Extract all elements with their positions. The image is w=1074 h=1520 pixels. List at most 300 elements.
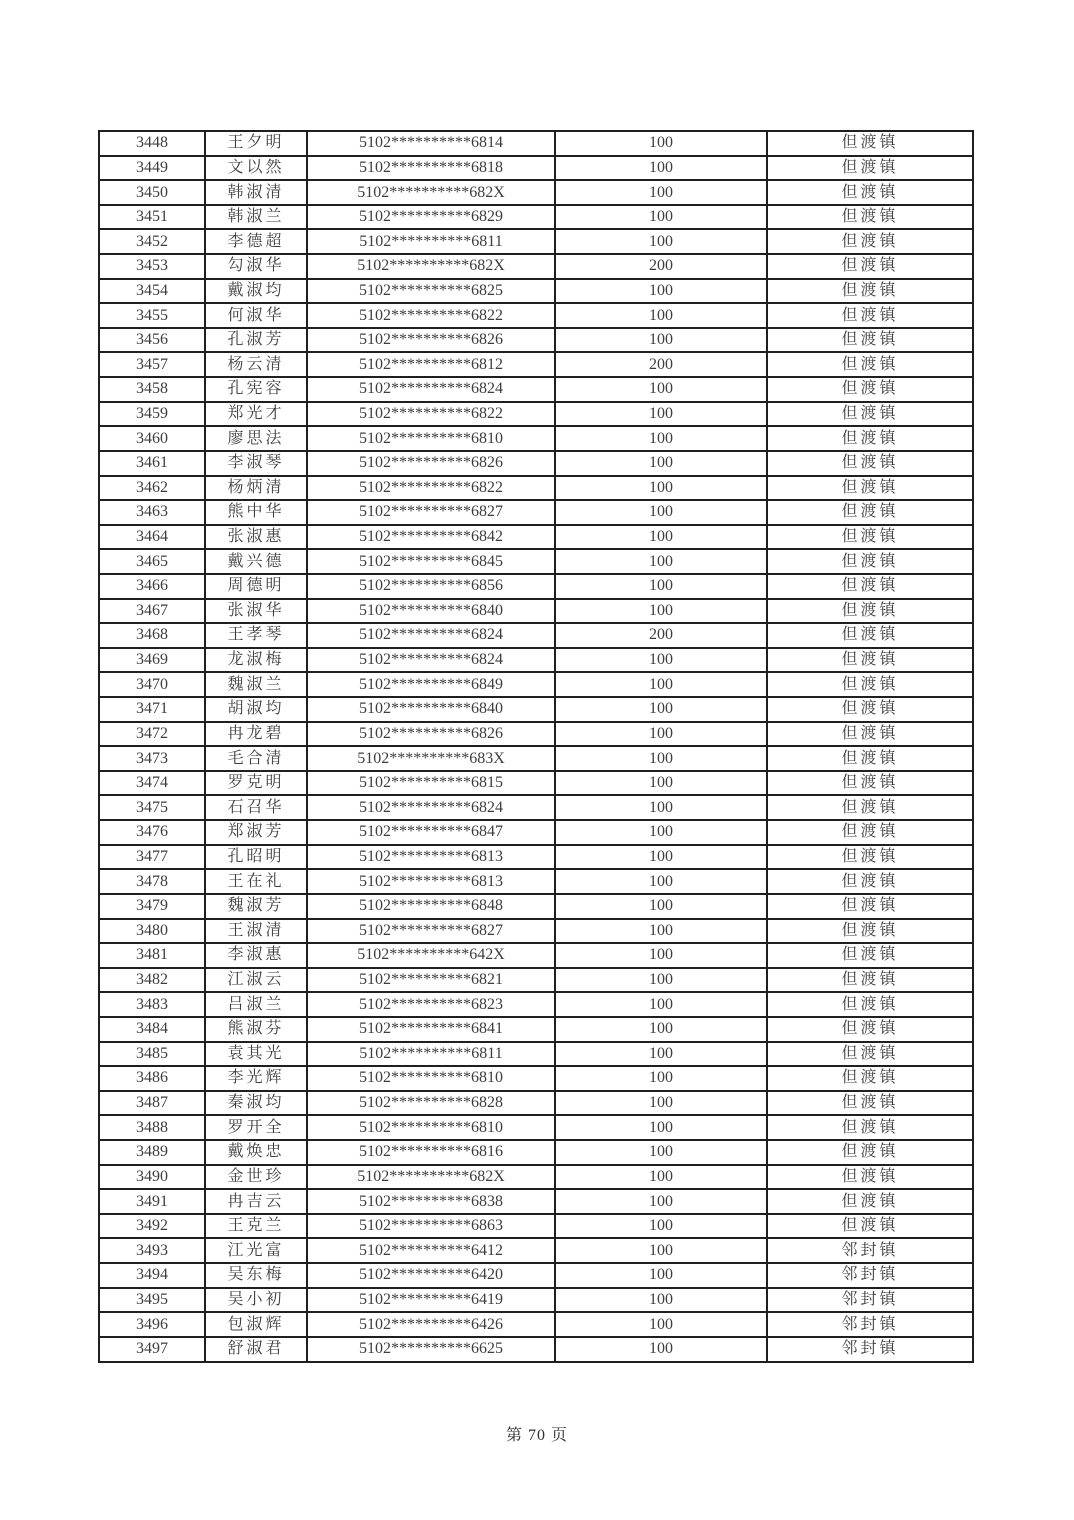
id-number-cell: 5102**********6822 bbox=[307, 303, 555, 328]
row-index-cell: 3454 bbox=[99, 279, 205, 304]
table-row bbox=[99, 352, 973, 377]
town-cell: 邻封镇 bbox=[767, 1312, 973, 1337]
name-cell: 郑淑芳 bbox=[205, 820, 307, 845]
row-index-cell: 3470 bbox=[99, 672, 205, 697]
amount-cell: 100 bbox=[555, 1042, 767, 1067]
table-row bbox=[99, 549, 973, 574]
town-cell: 但渡镇 bbox=[767, 746, 973, 771]
town-cell: 但渡镇 bbox=[767, 303, 973, 328]
table-row bbox=[99, 476, 973, 501]
amount-cell: 100 bbox=[555, 476, 767, 501]
amount-cell: 100 bbox=[555, 402, 767, 427]
row-index-cell: 3449 bbox=[99, 156, 205, 181]
row-index-cell: 3493 bbox=[99, 1238, 205, 1263]
table-row bbox=[99, 205, 973, 230]
table-row bbox=[99, 131, 973, 156]
table-row bbox=[99, 1288, 973, 1313]
id-number-cell: 5102**********6847 bbox=[307, 820, 555, 845]
name-cell: 孔淑芳 bbox=[205, 328, 307, 353]
amount-cell: 100 bbox=[555, 279, 767, 304]
id-number-cell: 5102**********682X bbox=[307, 180, 555, 205]
id-number-cell: 5102**********6815 bbox=[307, 771, 555, 796]
id-number-cell: 5102**********6824 bbox=[307, 648, 555, 673]
table-row bbox=[99, 377, 973, 402]
name-cell: 戴淑均 bbox=[205, 279, 307, 304]
name-cell: 周德明 bbox=[205, 574, 307, 599]
table-row bbox=[99, 1042, 973, 1067]
name-cell: 金世珍 bbox=[205, 1165, 307, 1190]
table-row bbox=[99, 992, 973, 1017]
town-cell: 但渡镇 bbox=[767, 943, 973, 968]
page-number: 第 70 页 bbox=[505, 1427, 568, 1444]
name-cell: 孔宪容 bbox=[205, 377, 307, 402]
table-row bbox=[99, 623, 973, 648]
name-cell: 李淑琴 bbox=[205, 451, 307, 476]
table-row bbox=[99, 1140, 973, 1165]
row-index-cell: 3476 bbox=[99, 820, 205, 845]
table-row bbox=[99, 254, 973, 279]
amount-cell: 100 bbox=[555, 992, 767, 1017]
id-number-cell: 5102**********6863 bbox=[307, 1214, 555, 1239]
table-row bbox=[99, 648, 973, 673]
table-row bbox=[99, 697, 973, 722]
town-cell: 但渡镇 bbox=[767, 254, 973, 279]
table-row bbox=[99, 279, 973, 304]
amount-cell: 100 bbox=[555, 845, 767, 870]
row-index-cell: 3464 bbox=[99, 525, 205, 550]
row-index-cell: 3463 bbox=[99, 500, 205, 525]
id-number-cell: 5102**********6818 bbox=[307, 156, 555, 181]
town-cell: 但渡镇 bbox=[767, 1214, 973, 1239]
name-cell: 冉龙碧 bbox=[205, 722, 307, 747]
row-index-cell: 3450 bbox=[99, 180, 205, 205]
name-cell: 王在礼 bbox=[205, 869, 307, 894]
id-number-cell: 5102**********6625 bbox=[307, 1337, 555, 1362]
amount-cell: 100 bbox=[555, 156, 767, 181]
name-cell: 吴小初 bbox=[205, 1288, 307, 1313]
row-index-cell: 3484 bbox=[99, 1017, 205, 1042]
amount-cell: 100 bbox=[555, 328, 767, 353]
id-number-cell: 5102**********6845 bbox=[307, 549, 555, 574]
town-cell: 邻封镇 bbox=[767, 1337, 973, 1362]
town-cell: 但渡镇 bbox=[767, 1042, 973, 1067]
id-number-cell: 5102**********6810 bbox=[307, 1066, 555, 1091]
table-row bbox=[99, 1165, 973, 1190]
table-row bbox=[99, 1189, 973, 1214]
amount-cell: 100 bbox=[555, 795, 767, 820]
town-cell: 但渡镇 bbox=[767, 1115, 973, 1140]
id-number-cell: 5102**********6826 bbox=[307, 451, 555, 476]
row-index-cell: 3475 bbox=[99, 795, 205, 820]
name-cell: 王克兰 bbox=[205, 1214, 307, 1239]
id-number-cell: 5102**********6827 bbox=[307, 500, 555, 525]
town-cell: 但渡镇 bbox=[767, 377, 973, 402]
name-cell: 李淑惠 bbox=[205, 943, 307, 968]
row-index-cell: 3471 bbox=[99, 697, 205, 722]
row-index-cell: 3448 bbox=[99, 131, 205, 156]
name-cell: 罗开全 bbox=[205, 1115, 307, 1140]
id-number-cell: 5102**********6821 bbox=[307, 968, 555, 993]
row-index-cell: 3478 bbox=[99, 869, 205, 894]
amount-cell: 100 bbox=[555, 648, 767, 673]
amount-cell: 100 bbox=[555, 205, 767, 230]
table-row bbox=[99, 180, 973, 205]
town-cell: 但渡镇 bbox=[767, 968, 973, 993]
table-row bbox=[99, 500, 973, 525]
id-number-cell: 5102**********6811 bbox=[307, 229, 555, 254]
amount-cell: 100 bbox=[555, 574, 767, 599]
town-cell: 但渡镇 bbox=[767, 476, 973, 501]
row-index-cell: 3482 bbox=[99, 968, 205, 993]
town-cell: 但渡镇 bbox=[767, 1140, 973, 1165]
amount-cell: 100 bbox=[555, 746, 767, 771]
name-cell: 冉吉云 bbox=[205, 1189, 307, 1214]
amount-cell: 100 bbox=[555, 1115, 767, 1140]
row-index-cell: 3485 bbox=[99, 1042, 205, 1067]
town-cell: 但渡镇 bbox=[767, 672, 973, 697]
id-number-cell: 5102**********6824 bbox=[307, 377, 555, 402]
amount-cell: 100 bbox=[555, 943, 767, 968]
name-cell: 杨云清 bbox=[205, 352, 307, 377]
amount-cell: 100 bbox=[555, 820, 767, 845]
row-index-cell: 3456 bbox=[99, 328, 205, 353]
id-number-cell: 5102**********6856 bbox=[307, 574, 555, 599]
id-number-cell: 5102**********6823 bbox=[307, 992, 555, 1017]
row-index-cell: 3461 bbox=[99, 451, 205, 476]
row-index-cell: 3459 bbox=[99, 402, 205, 427]
table-row bbox=[99, 1263, 973, 1288]
table-row bbox=[99, 795, 973, 820]
amount-cell: 100 bbox=[555, 549, 767, 574]
table-row bbox=[99, 1214, 973, 1239]
table-row bbox=[99, 328, 973, 353]
name-cell: 舒淑君 bbox=[205, 1337, 307, 1362]
id-number-cell: 5102**********6829 bbox=[307, 205, 555, 230]
id-number-cell: 5102**********6840 bbox=[307, 697, 555, 722]
name-cell: 张淑华 bbox=[205, 599, 307, 624]
amount-cell: 100 bbox=[555, 229, 767, 254]
id-number-cell: 5102**********6814 bbox=[307, 131, 555, 156]
row-index-cell: 3477 bbox=[99, 845, 205, 870]
amount-cell: 100 bbox=[555, 1140, 767, 1165]
row-index-cell: 3465 bbox=[99, 549, 205, 574]
name-cell: 戴兴德 bbox=[205, 549, 307, 574]
name-cell: 勾淑华 bbox=[205, 254, 307, 279]
amount-cell: 100 bbox=[555, 1189, 767, 1214]
row-index-cell: 3455 bbox=[99, 303, 205, 328]
amount-cell: 100 bbox=[555, 180, 767, 205]
id-number-cell: 5102**********6842 bbox=[307, 525, 555, 550]
town-cell: 但渡镇 bbox=[767, 1017, 973, 1042]
table-row bbox=[99, 229, 973, 254]
amount-cell: 100 bbox=[555, 303, 767, 328]
amount-cell: 100 bbox=[555, 377, 767, 402]
name-cell: 杨炳清 bbox=[205, 476, 307, 501]
table-row bbox=[99, 525, 973, 550]
id-number-cell: 5102**********6426 bbox=[307, 1312, 555, 1337]
town-cell: 但渡镇 bbox=[767, 352, 973, 377]
name-cell: 吕淑兰 bbox=[205, 992, 307, 1017]
town-cell: 但渡镇 bbox=[767, 1066, 973, 1091]
row-index-cell: 3497 bbox=[99, 1337, 205, 1362]
amount-cell: 200 bbox=[555, 254, 767, 279]
amount-cell: 100 bbox=[555, 599, 767, 624]
town-cell: 但渡镇 bbox=[767, 180, 973, 205]
town-cell: 但渡镇 bbox=[767, 156, 973, 181]
amount-cell: 100 bbox=[555, 1337, 767, 1362]
town-cell: 但渡镇 bbox=[767, 229, 973, 254]
name-cell: 韩淑清 bbox=[205, 180, 307, 205]
town-cell: 但渡镇 bbox=[767, 426, 973, 451]
id-number-cell: 5102**********6824 bbox=[307, 623, 555, 648]
amount-cell: 100 bbox=[555, 1238, 767, 1263]
town-cell: 但渡镇 bbox=[767, 131, 973, 156]
table-row bbox=[99, 919, 973, 944]
table-row bbox=[99, 771, 973, 796]
id-number-cell: 5102**********6848 bbox=[307, 894, 555, 919]
name-cell: 包淑辉 bbox=[205, 1312, 307, 1337]
id-number-cell: 5102**********6849 bbox=[307, 672, 555, 697]
id-number-cell: 5102**********6828 bbox=[307, 1091, 555, 1116]
amount-cell: 200 bbox=[555, 623, 767, 648]
amount-cell: 100 bbox=[555, 451, 767, 476]
table-row bbox=[99, 943, 973, 968]
table-row bbox=[99, 156, 973, 181]
table-row bbox=[99, 1238, 973, 1263]
amount-cell: 200 bbox=[555, 352, 767, 377]
name-cell: 秦淑均 bbox=[205, 1091, 307, 1116]
row-index-cell: 3468 bbox=[99, 623, 205, 648]
row-index-cell: 3496 bbox=[99, 1312, 205, 1337]
table-row bbox=[99, 426, 973, 451]
town-cell: 但渡镇 bbox=[767, 279, 973, 304]
town-cell: 邻封镇 bbox=[767, 1263, 973, 1288]
amount-cell: 100 bbox=[555, 968, 767, 993]
table-body bbox=[99, 131, 973, 1362]
name-cell: 文以然 bbox=[205, 156, 307, 181]
id-number-cell: 5102**********642X bbox=[307, 943, 555, 968]
name-cell: 李德超 bbox=[205, 229, 307, 254]
name-cell: 毛合清 bbox=[205, 746, 307, 771]
town-cell: 但渡镇 bbox=[767, 919, 973, 944]
row-index-cell: 3460 bbox=[99, 426, 205, 451]
amount-cell: 100 bbox=[555, 1214, 767, 1239]
amount-cell: 100 bbox=[555, 500, 767, 525]
town-cell: 但渡镇 bbox=[767, 894, 973, 919]
name-cell: 石召华 bbox=[205, 795, 307, 820]
name-cell: 罗克明 bbox=[205, 771, 307, 796]
id-number-cell: 5102**********6810 bbox=[307, 426, 555, 451]
town-cell: 但渡镇 bbox=[767, 697, 973, 722]
name-cell: 王孝琴 bbox=[205, 623, 307, 648]
table-row bbox=[99, 845, 973, 870]
table-row bbox=[99, 1337, 973, 1362]
town-cell: 但渡镇 bbox=[767, 771, 973, 796]
town-cell: 但渡镇 bbox=[767, 820, 973, 845]
row-index-cell: 3452 bbox=[99, 229, 205, 254]
row-index-cell: 3487 bbox=[99, 1091, 205, 1116]
name-cell: 戴焕忠 bbox=[205, 1140, 307, 1165]
amount-cell: 100 bbox=[555, 1017, 767, 1042]
town-cell: 但渡镇 bbox=[767, 205, 973, 230]
town-cell: 但渡镇 bbox=[767, 599, 973, 624]
town-cell: 但渡镇 bbox=[767, 1091, 973, 1116]
amount-cell: 100 bbox=[555, 1091, 767, 1116]
beneficiary-table-wrap bbox=[98, 130, 972, 1363]
name-cell: 韩淑兰 bbox=[205, 205, 307, 230]
town-cell: 但渡镇 bbox=[767, 1165, 973, 1190]
id-number-cell: 5102**********6826 bbox=[307, 328, 555, 353]
row-index-cell: 3462 bbox=[99, 476, 205, 501]
id-number-cell: 5102**********6826 bbox=[307, 722, 555, 747]
town-cell: 但渡镇 bbox=[767, 992, 973, 1017]
name-cell: 江光富 bbox=[205, 1238, 307, 1263]
row-index-cell: 3494 bbox=[99, 1263, 205, 1288]
row-index-cell: 3472 bbox=[99, 722, 205, 747]
row-index-cell: 3491 bbox=[99, 1189, 205, 1214]
id-number-cell: 5102**********6822 bbox=[307, 402, 555, 427]
id-number-cell: 5102**********682X bbox=[307, 254, 555, 279]
town-cell: 邻封镇 bbox=[767, 1288, 973, 1313]
town-cell: 但渡镇 bbox=[767, 328, 973, 353]
id-number-cell: 5102**********6810 bbox=[307, 1115, 555, 1140]
amount-cell: 100 bbox=[555, 1165, 767, 1190]
name-cell: 熊淑芬 bbox=[205, 1017, 307, 1042]
table-row bbox=[99, 402, 973, 427]
id-number-cell: 5102**********6822 bbox=[307, 476, 555, 501]
id-number-cell: 5102**********6420 bbox=[307, 1263, 555, 1288]
town-cell: 但渡镇 bbox=[767, 549, 973, 574]
table-row bbox=[99, 746, 973, 771]
row-index-cell: 3473 bbox=[99, 746, 205, 771]
table-row bbox=[99, 894, 973, 919]
row-index-cell: 3488 bbox=[99, 1115, 205, 1140]
town-cell: 但渡镇 bbox=[767, 623, 973, 648]
row-index-cell: 3486 bbox=[99, 1066, 205, 1091]
row-index-cell: 3467 bbox=[99, 599, 205, 624]
table-row bbox=[99, 1091, 973, 1116]
town-cell: 但渡镇 bbox=[767, 845, 973, 870]
table-row bbox=[99, 722, 973, 747]
amount-cell: 100 bbox=[555, 426, 767, 451]
beneficiary-table bbox=[98, 130, 974, 1363]
table-row bbox=[99, 1017, 973, 1042]
id-number-cell: 5102**********6813 bbox=[307, 869, 555, 894]
table-row bbox=[99, 599, 973, 624]
id-number-cell: 5102**********6827 bbox=[307, 919, 555, 944]
row-index-cell: 3483 bbox=[99, 992, 205, 1017]
amount-cell: 100 bbox=[555, 919, 767, 944]
id-number-cell: 5102**********6812 bbox=[307, 352, 555, 377]
id-number-cell: 5102**********6825 bbox=[307, 279, 555, 304]
row-index-cell: 3457 bbox=[99, 352, 205, 377]
town-cell: 但渡镇 bbox=[767, 402, 973, 427]
row-index-cell: 3451 bbox=[99, 205, 205, 230]
amount-cell: 100 bbox=[555, 525, 767, 550]
town-cell: 但渡镇 bbox=[767, 795, 973, 820]
name-cell: 江淑云 bbox=[205, 968, 307, 993]
table-row bbox=[99, 820, 973, 845]
amount-cell: 100 bbox=[555, 672, 767, 697]
id-number-cell: 5102**********6838 bbox=[307, 1189, 555, 1214]
row-index-cell: 3480 bbox=[99, 919, 205, 944]
row-index-cell: 3492 bbox=[99, 1214, 205, 1239]
name-cell: 李光辉 bbox=[205, 1066, 307, 1091]
row-index-cell: 3481 bbox=[99, 943, 205, 968]
name-cell: 胡淑均 bbox=[205, 697, 307, 722]
name-cell: 吴东梅 bbox=[205, 1263, 307, 1288]
amount-cell: 100 bbox=[555, 1066, 767, 1091]
table-row bbox=[99, 869, 973, 894]
name-cell: 何淑华 bbox=[205, 303, 307, 328]
table-row bbox=[99, 672, 973, 697]
amount-cell: 100 bbox=[555, 131, 767, 156]
id-number-cell: 5102**********6824 bbox=[307, 795, 555, 820]
row-index-cell: 3469 bbox=[99, 648, 205, 673]
name-cell: 龙淑梅 bbox=[205, 648, 307, 673]
name-cell: 魏淑芳 bbox=[205, 894, 307, 919]
amount-cell: 100 bbox=[555, 869, 767, 894]
name-cell: 魏淑兰 bbox=[205, 672, 307, 697]
id-number-cell: 5102**********6840 bbox=[307, 599, 555, 624]
amount-cell: 100 bbox=[555, 722, 767, 747]
amount-cell: 100 bbox=[555, 1263, 767, 1288]
id-number-cell: 5102**********683X bbox=[307, 746, 555, 771]
amount-cell: 100 bbox=[555, 771, 767, 796]
town-cell: 但渡镇 bbox=[767, 451, 973, 476]
table-row bbox=[99, 574, 973, 599]
name-cell: 孔昭明 bbox=[205, 845, 307, 870]
name-cell: 袁其光 bbox=[205, 1042, 307, 1067]
row-index-cell: 3453 bbox=[99, 254, 205, 279]
id-number-cell: 5102**********6412 bbox=[307, 1238, 555, 1263]
name-cell: 王淑清 bbox=[205, 919, 307, 944]
town-cell: 但渡镇 bbox=[767, 500, 973, 525]
row-index-cell: 3489 bbox=[99, 1140, 205, 1165]
town-cell: 但渡镇 bbox=[767, 1189, 973, 1214]
table-row bbox=[99, 968, 973, 993]
amount-cell: 100 bbox=[555, 697, 767, 722]
amount-cell: 100 bbox=[555, 1288, 767, 1313]
town-cell: 但渡镇 bbox=[767, 869, 973, 894]
town-cell: 但渡镇 bbox=[767, 648, 973, 673]
name-cell: 郑光才 bbox=[205, 402, 307, 427]
table-row bbox=[99, 1066, 973, 1091]
id-number-cell: 5102**********6841 bbox=[307, 1017, 555, 1042]
table-row bbox=[99, 303, 973, 328]
amount-cell: 100 bbox=[555, 894, 767, 919]
id-number-cell: 5102**********6816 bbox=[307, 1140, 555, 1165]
name-cell: 王夕明 bbox=[205, 131, 307, 156]
id-number-cell: 5102**********682X bbox=[307, 1165, 555, 1190]
page-footer bbox=[0, 1422, 1074, 1445]
id-number-cell: 5102**********6813 bbox=[307, 845, 555, 870]
row-index-cell: 3479 bbox=[99, 894, 205, 919]
name-cell: 张淑惠 bbox=[205, 525, 307, 550]
table-row bbox=[99, 1312, 973, 1337]
table-row bbox=[99, 451, 973, 476]
row-index-cell: 3474 bbox=[99, 771, 205, 796]
town-cell: 但渡镇 bbox=[767, 722, 973, 747]
id-number-cell: 5102**********6811 bbox=[307, 1042, 555, 1067]
name-cell: 廖思法 bbox=[205, 426, 307, 451]
amount-cell: 100 bbox=[555, 1312, 767, 1337]
name-cell: 熊中华 bbox=[205, 500, 307, 525]
table-row bbox=[99, 1115, 973, 1140]
row-index-cell: 3466 bbox=[99, 574, 205, 599]
town-cell: 邻封镇 bbox=[767, 1238, 973, 1263]
id-number-cell: 5102**********6419 bbox=[307, 1288, 555, 1313]
